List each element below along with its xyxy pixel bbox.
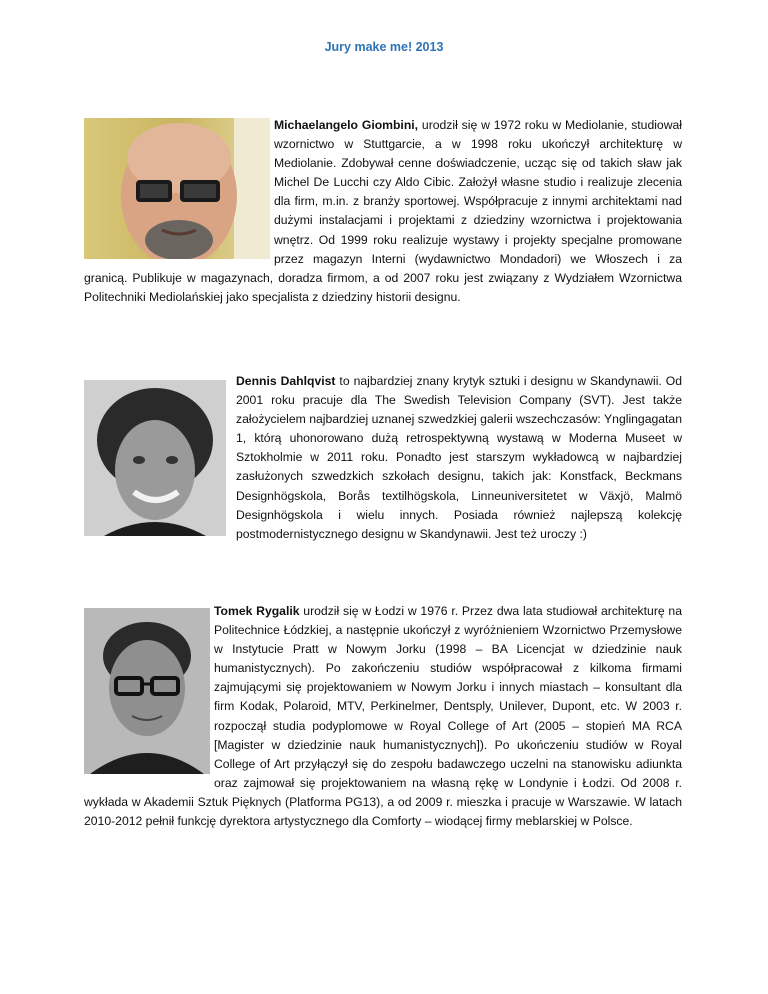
juror-bio-rygalik	[84, 602, 682, 831]
portrait-photo-icon	[84, 380, 226, 536]
juror-bio-dahlqvist	[84, 372, 682, 558]
juror-description: urodził się w 1972 roku w Mediolanie, studiował wzornictwo w Stuttgarcie, a w 1998 roku ukończył architekturę w Mediolanie. Zdobywał cenne doświadczenie, ucząc się od takich sław jak Michel De Lucchi czy Aldo Cibic. Założył własne studio i realizuje zlecenia dla firm, m.in. z branży sportowej. Współpracuje z innymi architektami nad dużymi instalacjami i projektami z dziedziny wzornictwa i projektowania wnętrz. Od 1999 roku realizuje wystawy i projekty specjalne promowane przez magazyn Interni (wydawnictwo Mondadori) we Włoszech i za granicą. Publikuje w magazynach, doradza firmom, a od 2007 roku jest związany z Wydziałem Wzornictwa Politechniki Mediolańskiej jako specjalista z dziedziny historii designu.	[84, 118, 682, 304]
juror-name: Tomek Rygalik	[214, 604, 300, 618]
juror-description: to najbardziej znany krytyk sztuki i designu w Skandynawii. Od 2001 roku pracuje dla The Swedish Television Company (SVT). Jest także założycielem najbardziej uznanej szwedzkiej galerii wszechczasów: Ynglingagatan 1, którą uhonorowano dużą retrospektywną wystawą w Moderna Museet w Sztokholmie w 2011 roku. Ponadto jest starszym wykładowcą w najbardziej zasłużonych szwedzkich szkołach designu, takich jak: Konstfack, Beckmans Designhögskola, Borås textilhögskola, Linneuniversitetet w Växjö, Malmö Designhögskola i wielu innych. Posiada również najlepszą kolekcję postmodernistycznego designu w Skandynawii. Jest też uroczy :)	[236, 374, 683, 541]
juror-bio-giombini	[84, 116, 682, 307]
juror-photo-dahlqvist	[84, 380, 226, 536]
juror-name: Dennis Dahlqvist	[236, 374, 336, 388]
juror-description: urodził się w Łodzi w 1976 r. Przez dwa lata studiował architekturę na Politechnice Łódzkiej, a następnie ukończył z wyróżnieniem Wzornictwo Przemysłowe w Instytucie Pratt w Nowym Jorku (1998 – BA Licencjat w dziedzinie nauk humanistycznych). Po zakończeniu studiów współpracował z kilkoma firmami zajmującymi się projektowaniem w Nowym Jorku i innych miastach – konsultant dla firm Kodak, Polaroid, MTV, Perkinelmer, Dentsply, Unilever, Dupont, etc. W 2003 r. rozpoczął studia podyplomowe w Royal College of Art (2005 – stopień MA RCA [Magister w dziedzinie nauk humanistycznych]). Po ukończeniu studiów w Royal College of Art przyłączył się do zespołu badawczego uczelni na stanowisku adiunkta oraz zajmował się projektowaniem na własną rękę w Londynie i Łodzi. Od 2008 r. wykłada w Akademii Sztuk Pięknych (Platforma PG13), a od 2009 r. mieszka i pracuje w Warszawie. W latach 2010-2012 pełnił funkcję dyrektora artystycznego dla Comforty – wiodącej firmy meblarskiej w Polsce.	[84, 604, 682, 829]
portrait-photo-icon	[84, 608, 210, 774]
juror-photo-rygalik	[84, 608, 210, 774]
document-header: Jury make me! 2013	[324, 40, 444, 54]
juror-photo-giombini	[84, 118, 270, 259]
portrait-photo-icon	[84, 118, 270, 259]
juror-name: Michaelangelo Giombini,	[274, 118, 419, 132]
